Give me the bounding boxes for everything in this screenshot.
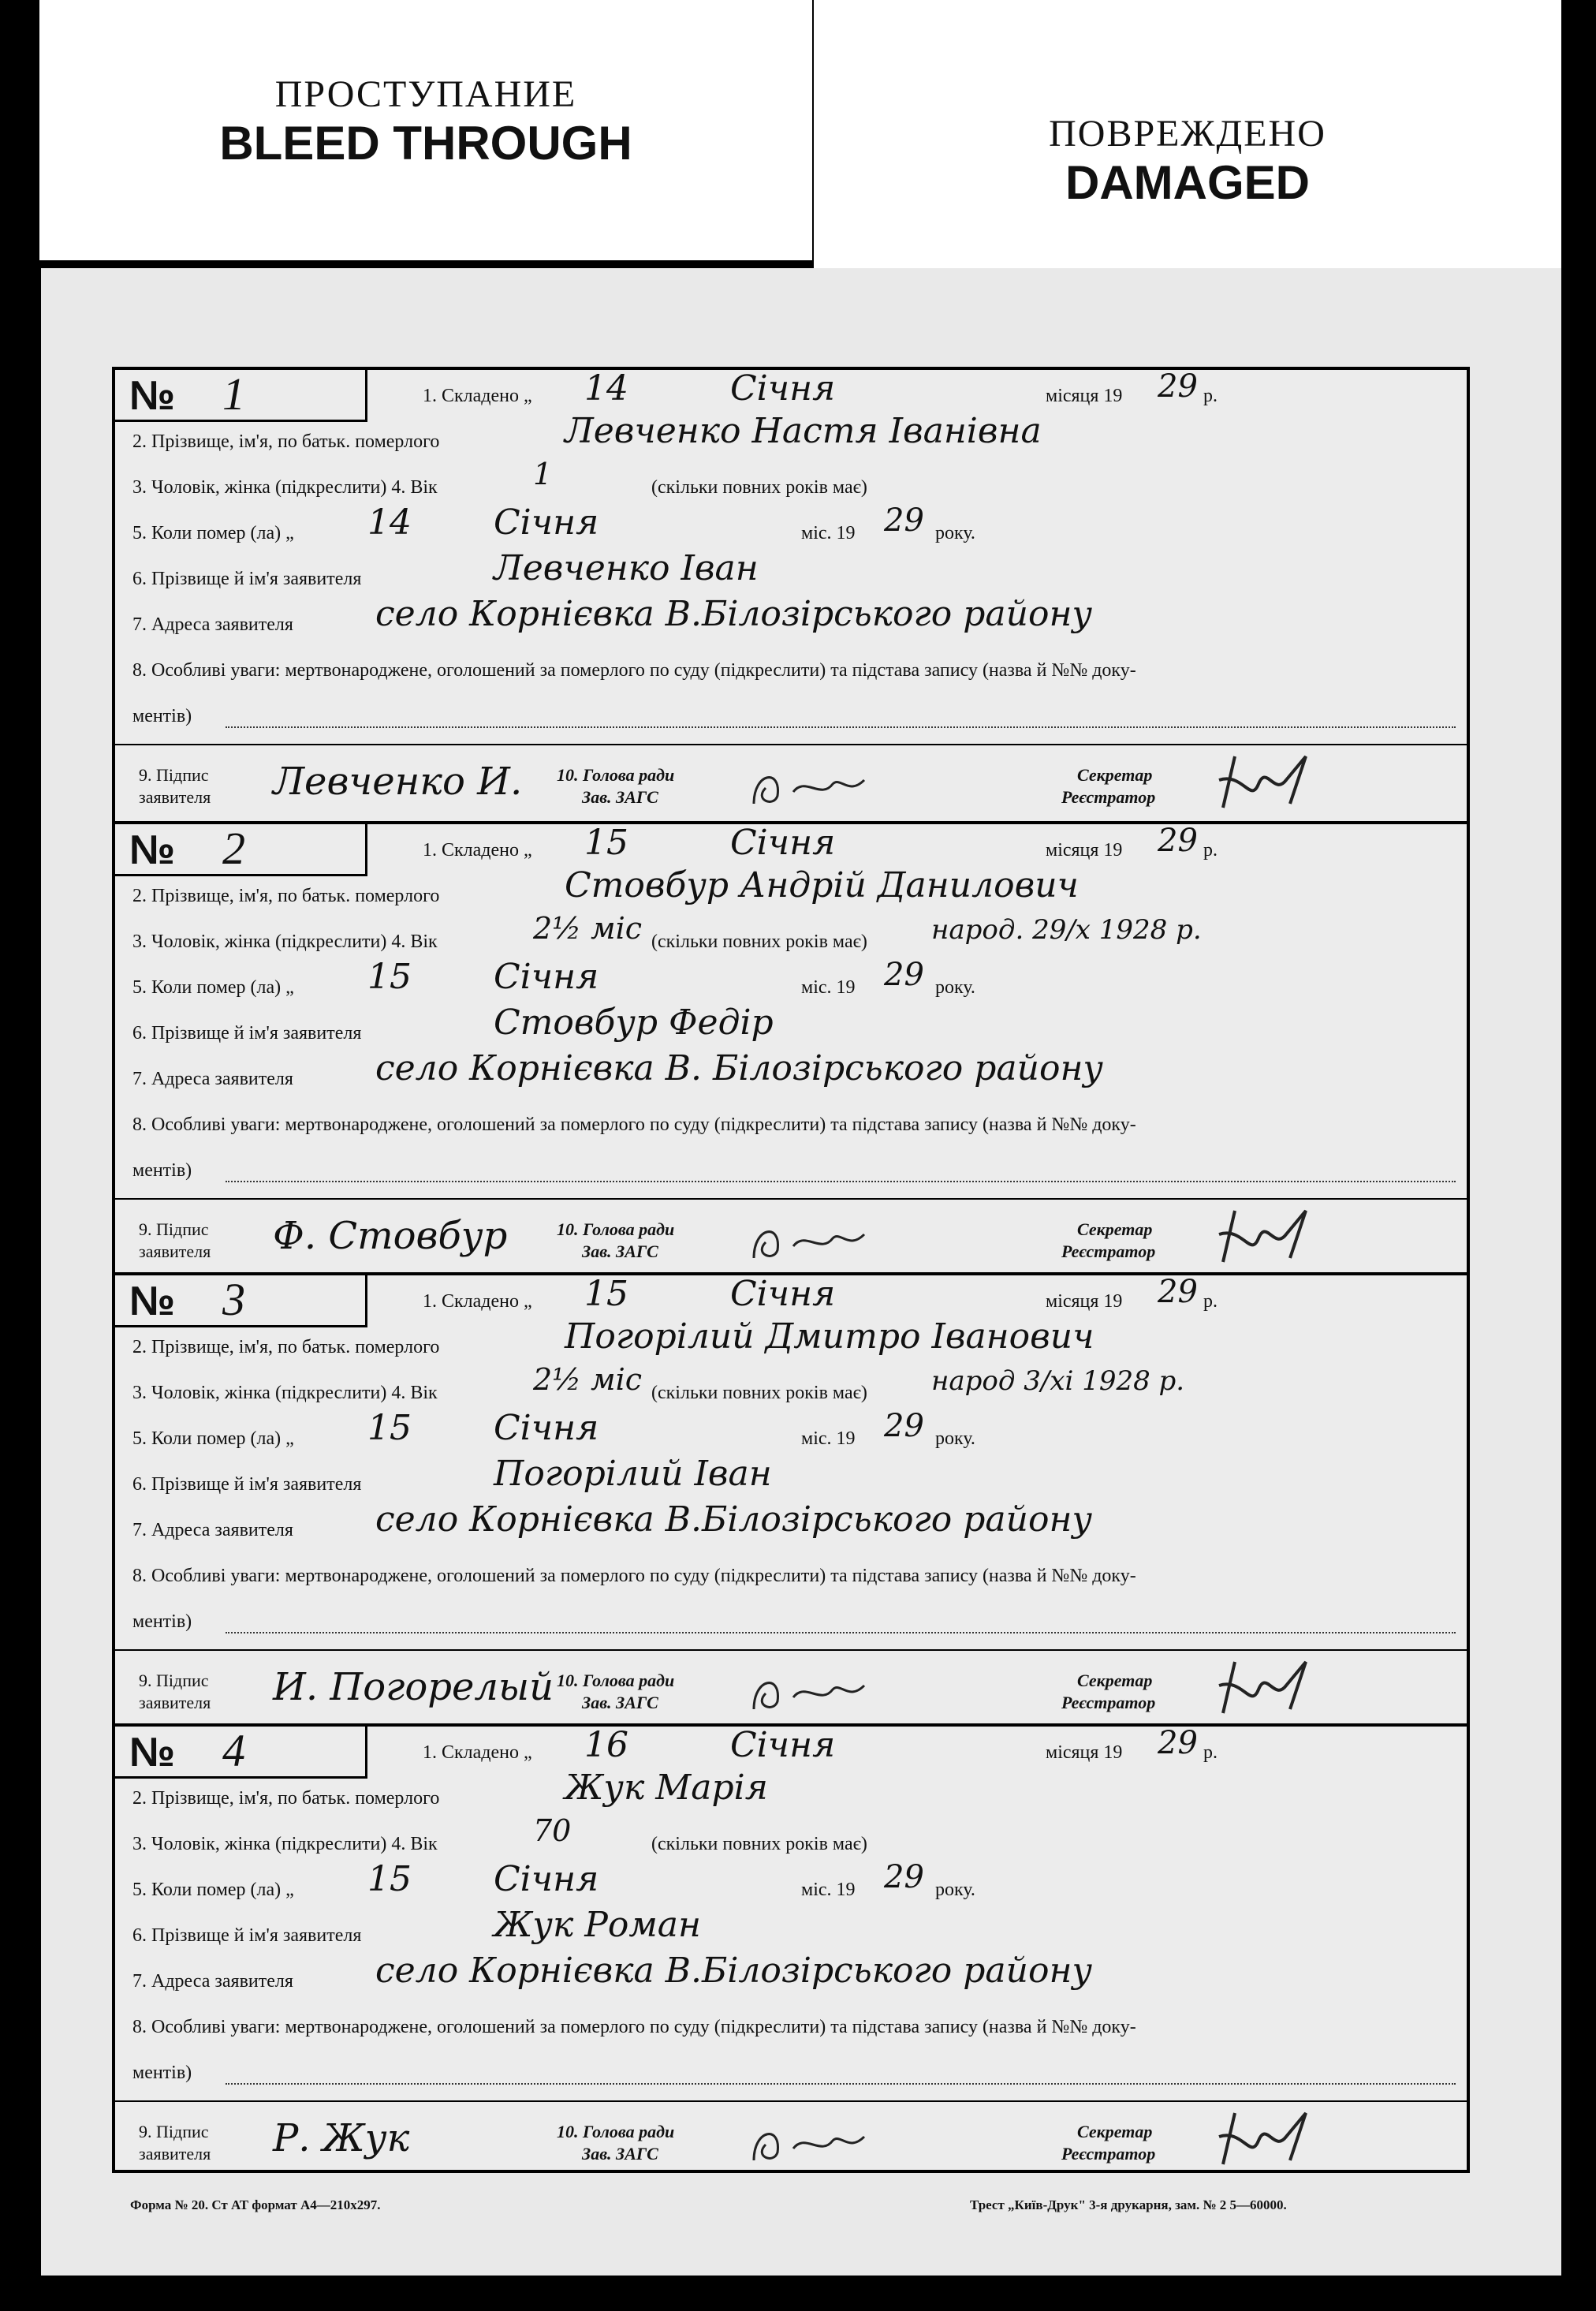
applicant-signature-label (139, 1219, 211, 1263)
composed-day: 15 (584, 1274, 628, 1314)
roku-label: року. (935, 1880, 975, 1900)
death-day: 15 (367, 1408, 412, 1448)
death-month: Січня (494, 1408, 599, 1448)
head10-line1: 10. Голова ради (557, 1671, 675, 1690)
roku-label: року. (935, 1428, 975, 1449)
registrar-text: Реєстратор (1061, 1693, 1156, 1712)
form-footer-left: Форма № 20. Ст АТ формат А4—210x297. (130, 2197, 381, 2212)
secretary-text: Секретар (1077, 1219, 1153, 1239)
died-label-text: 5. Коли помер (ла) (132, 523, 282, 543)
deceased-name: Стовбур Андрій Данилович (565, 865, 1079, 905)
age-note: (скільки повних років має) (651, 1383, 867, 1403)
deceased-age: 70 (533, 1813, 572, 1848)
applicant-label: 6. Прізвище й ім'я заявителя (132, 1925, 362, 1946)
death-day: 15 (367, 957, 412, 997)
secretary-signature-scribble-icon (1211, 749, 1322, 819)
year-suffix: р. (1203, 386, 1218, 406)
address-label: 7. Адреса заявителя (132, 614, 293, 635)
applicant-signature-label (139, 764, 211, 808)
sign9-line1: 9. Підпис (139, 2122, 209, 2141)
sign9-line1: 9. Підпис (139, 1219, 209, 1239)
composed-line: 1. Складено „ (423, 386, 532, 406)
head-signature-scribble-icon (746, 2117, 872, 2172)
sign9-line2: заявителя (139, 787, 211, 807)
head-signature-scribble-icon (746, 1215, 872, 1270)
month-year-label: місяця 19 (1046, 1742, 1123, 1763)
number-sign: № (129, 1730, 175, 1775)
deceased-age: 2½ міс (533, 911, 643, 946)
year-suffix: р. (1203, 1742, 1218, 1763)
birth-note: народ 3/xi 1928 р. (931, 1365, 1185, 1397)
died-label-text: 5. Коли помер (ла) (132, 977, 282, 998)
applicant-label: 6. Прізвище й ім'я заявителя (132, 569, 362, 589)
sign-divider (115, 2100, 1467, 2102)
address-label: 7. Адреса заявителя (132, 1069, 293, 1089)
record-block (115, 1723, 1467, 2179)
sex-age-label: 3. Чоловік, жінка (підкреслити) 4. Вік (132, 477, 438, 498)
secretary-signature-scribble-icon (1211, 2105, 1322, 2176)
surname-label: 2. Прізвище, ім'я, по батьк. померлого (132, 1337, 440, 1357)
head10-line1: 10. Голова ради (557, 765, 675, 785)
applicant-name: Левченко Іван (494, 548, 759, 588)
deceased-name: Погорілий Дмитро Іванович (565, 1316, 1094, 1357)
sex-age-label: 3. Чоловік, жінка (підкреслити) 4. Вік (132, 931, 438, 952)
number-sign: № (129, 373, 175, 419)
died-label: 5. Коли помер (ла) „ (132, 1428, 294, 1449)
death-year: 29 (884, 1859, 924, 1895)
secretary-signature-scribble-icon (1211, 1203, 1322, 1274)
record-number-box (115, 824, 367, 876)
applicant-address: село Корнієвка В.Білозірського району (375, 1951, 1092, 1991)
record-number-box (115, 370, 367, 422)
death-month: Січня (494, 1859, 599, 1899)
remarks-line (226, 1632, 1456, 1633)
head-signature-label (557, 764, 674, 808)
head10-line2: Зав. ЗАГС (582, 1241, 658, 1261)
composed-day: 15 (584, 823, 628, 863)
sign-divider (115, 744, 1467, 745)
secretary-text: Секретар (1077, 765, 1153, 785)
head-signature-label (557, 1219, 674, 1263)
applicant-signature: Левченко И. (273, 760, 523, 804)
composed-year: 29 (1158, 1725, 1198, 1761)
sex-age-label: 3. Чоловік, жінка (підкреслити) 4. Вік (132, 1834, 438, 1854)
composed-line: 1. Складено „ (423, 1291, 532, 1312)
damaged-ru: ПОВРЕЖДЕНО (1049, 113, 1326, 155)
sign-divider (115, 1649, 1467, 1651)
head10-line1: 10. Голова ради (557, 1219, 675, 1239)
sign9-line2: заявителя (139, 1241, 211, 1261)
applicant-signature: И. Погорелый (273, 1665, 554, 1709)
death-year: 29 (884, 1408, 924, 1444)
deceased-name: Левченко Настя Іванівна (565, 411, 1042, 451)
record-number-box (115, 1727, 367, 1779)
died-label: 5. Коли помер (ла) „ (132, 523, 294, 543)
applicant-name: Стовбур Федір (494, 1002, 774, 1043)
remarks-line (226, 1181, 1456, 1182)
head-signature-scribble-icon (746, 1666, 872, 1721)
deceased-age: 1 (533, 457, 553, 491)
died-label: 5. Коли помер (ла) „ (132, 977, 294, 998)
secretary-label (1061, 1219, 1155, 1263)
surname-label: 2. Прізвище, ім'я, по батьк. померлого (132, 886, 440, 906)
remarks-label: 8. Особливі уваги: мертвонароджене, оголошений за померлого по суду (підкреслити) та підстава запису (назва й №№ доку- (132, 2017, 1136, 2037)
remarks-label: 8. Особливі уваги: мертвонароджене, оголошений за померлого по суду (підкреслити) та підстава запису (назва й №№ доку- (132, 1114, 1136, 1135)
composed-day: 14 (584, 368, 628, 409)
bleed-through-en: BLEED THROUGH (219, 117, 632, 170)
record-number: 3 (222, 1274, 245, 1325)
applicant-address: село Корнієвка В. Білозірського району (375, 1048, 1103, 1088)
composed-day: 16 (584, 1725, 628, 1765)
record-block (115, 370, 1467, 826)
composed-month: Січня (730, 1725, 836, 1765)
applicant-name: Жук Роман (494, 1905, 702, 1945)
secretary-signature-scribble-icon (1211, 1654, 1322, 1725)
composed-month: Січня (730, 368, 836, 409)
registrar-text: Реєстратор (1061, 1241, 1156, 1261)
composed-label: 1. Складено (423, 1291, 520, 1312)
registrar-text: Реєстратор (1061, 787, 1156, 807)
month-year-label: місяця 19 (1046, 386, 1123, 406)
death-month: Січня (494, 957, 599, 997)
composed-month: Січня (730, 823, 836, 863)
death-day: 14 (367, 502, 412, 543)
record-block (115, 821, 1467, 1277)
composed-month: Січня (730, 1274, 836, 1314)
head10-line2: Зав. ЗАГС (582, 787, 658, 807)
death-day: 15 (367, 1859, 412, 1899)
applicant-address: село Корнієвка В.Білозірського району (375, 594, 1092, 634)
record-number: 1 (222, 368, 245, 420)
applicant-name: Погорілий Іван (494, 1454, 772, 1494)
composed-year: 29 (1158, 368, 1198, 405)
death-records-table (112, 367, 1470, 2173)
remarks-label-2: ментів) (132, 1611, 192, 1632)
mis-label: міс. 19 (801, 1880, 856, 1900)
sign-divider (115, 1198, 1467, 1200)
composed-year: 29 (1158, 1274, 1198, 1310)
number-sign: № (129, 1279, 175, 1324)
remarks-label: 8. Особливі уваги: мертвонароджене, оголошений за померлого по суду (підкреслити) та підстава запису (назва й №№ доку- (132, 660, 1136, 681)
surname-label: 2. Прізвище, ім'я, по батьк. померлого (132, 1788, 440, 1809)
month-year-line (1046, 373, 1122, 419)
bleed-through-ru: ПРОСТУПАНИЕ (274, 73, 577, 115)
composed-line: 1. Складено „ (423, 1742, 532, 1763)
composed-year: 29 (1158, 823, 1198, 859)
age-note: (скільки повних років має) (651, 931, 867, 952)
composed-label: 1. Складено (423, 840, 520, 861)
number-sign: № (129, 827, 175, 873)
remarks-label-2: ментів) (132, 1160, 192, 1181)
remarks-label: 8. Особливі уваги: мертвонароджене, оголошений за померлого по суду (підкреслити) та підстава запису (назва й №№ доку- (132, 1566, 1136, 1586)
secretary-text: Секретар (1077, 2122, 1153, 2141)
surname-label: 2. Прізвище, ім'я, по батьк. померлого (132, 431, 440, 452)
applicant-signature: Р. Жук (273, 2116, 410, 2160)
roku-label: року. (935, 977, 975, 998)
secretary-label (1061, 764, 1155, 808)
applicant-label: 6. Прізвище й ім'я заявителя (132, 1023, 362, 1043)
birth-note: народ. 29/x 1928 р. (931, 914, 1202, 946)
head10-line2: Зав. ЗАГС (582, 2144, 658, 2164)
head-signature-scribble-icon (746, 760, 872, 816)
head-signature-label (557, 2121, 674, 2165)
age-note: (скільки повних років має) (651, 477, 867, 498)
record-number-box (115, 1275, 367, 1327)
record-block (115, 1272, 1467, 1728)
head10-line2: Зав. ЗАГС (582, 1693, 658, 1712)
record-number: 4 (222, 1725, 245, 1776)
died-label-text: 5. Коли помер (ла) (132, 1880, 282, 1900)
composed-line: 1. Складено „ (423, 840, 532, 861)
deceased-name: Жук Марія (565, 1768, 768, 1808)
applicant-label: 6. Прізвище й ім'я заявителя (132, 1474, 362, 1495)
applicant-signature-label (139, 1670, 211, 1714)
form-footer-right: Трест „Київ-Друк" 3-я друкарня, зам. № 2 5—60000. (970, 2197, 1287, 2212)
registrar-text: Реєстратор (1061, 2144, 1156, 2164)
sign9-line1: 9. Підпис (139, 1671, 209, 1690)
mis-label: міс. 19 (801, 977, 856, 998)
sex-age-label: 3. Чоловік, жінка (підкреслити) 4. Вік (132, 1383, 438, 1403)
damaged-label (814, 0, 1561, 292)
remarks-line (226, 2083, 1456, 2085)
deceased-age: 2½ міс (533, 1362, 643, 1397)
secretary-text: Секретар (1077, 1671, 1153, 1690)
death-year: 29 (884, 502, 924, 539)
roku-label: року. (935, 523, 975, 543)
month-year-label: місяця 19 (1046, 1291, 1123, 1312)
head-signature-label (557, 1670, 674, 1714)
mis-label: міс. 19 (801, 523, 856, 543)
applicant-address: село Корнієвка В.Білозірського району (375, 1499, 1092, 1540)
composed-label: 1. Складено (423, 1742, 520, 1763)
secretary-label (1061, 1670, 1155, 1714)
month-year-line (1046, 1730, 1122, 1775)
age-note: (скільки повних років має) (651, 1834, 867, 1854)
address-label: 7. Адреса заявителя (132, 1520, 293, 1540)
sign9-line2: заявителя (139, 1693, 211, 1712)
death-year: 29 (884, 957, 924, 993)
year-suffix: р. (1203, 1291, 1218, 1312)
month-year-label: місяця 19 (1046, 840, 1123, 861)
applicant-signature: Ф. Стовбур (273, 1214, 508, 1258)
death-month: Січня (494, 502, 599, 543)
applicant-signature-label (139, 2121, 211, 2165)
remarks-label-2: ментів) (132, 2063, 192, 2083)
record-number: 2 (222, 823, 245, 874)
mis-label: міс. 19 (801, 1428, 856, 1449)
year-suffix: р. (1203, 840, 1218, 861)
address-label: 7. Адреса заявителя (132, 1971, 293, 1992)
head10-line1: 10. Голова ради (557, 2122, 675, 2141)
composed-label: 1. Складено (423, 386, 520, 406)
remarks-line (226, 726, 1456, 728)
secretary-label (1061, 2121, 1155, 2165)
sign9-line1: 9. Підпис (139, 765, 209, 785)
died-label-text: 5. Коли помер (ла) (132, 1428, 282, 1449)
damaged-en: DAMAGED (1065, 156, 1310, 209)
sign9-line2: заявителя (139, 2144, 211, 2164)
remarks-label-2: ментів) (132, 706, 192, 726)
died-label: 5. Коли помер (ла) „ (132, 1880, 294, 1900)
bleed-through-label (39, 0, 812, 260)
